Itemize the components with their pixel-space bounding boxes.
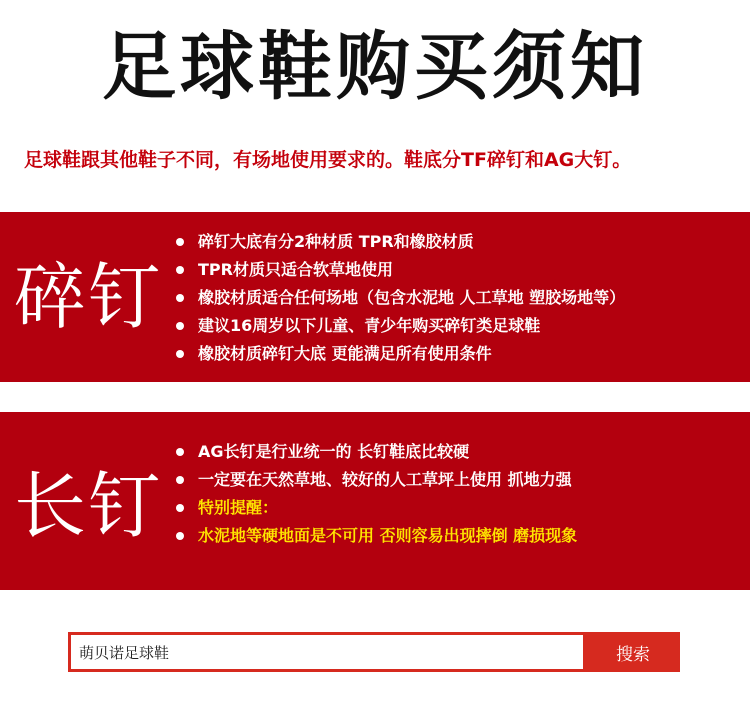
warning-heading: 特别提醒： [176,494,577,522]
search-button[interactable]: 搜索 [586,632,680,672]
bullet-icon [176,448,184,456]
page-title: 足球鞋购买须知 [102,24,648,110]
bullet-icon [176,504,184,512]
bullet-icon [176,266,184,274]
search-bar [68,632,680,672]
long-studs-list [176,438,577,550]
intro-text: 足球鞋跟其他鞋子不同，有场地使用要求的。鞋底分TF碎钉和AG大钉。 [24,149,632,171]
warning-item: 水泥地等硬地面是不可用 否则容易出现摔倒 磨损现象 [176,522,577,550]
list-item: 建议16周岁以下儿童、青少年购买碎钉类足球鞋 [176,312,625,340]
search-input[interactable] [71,635,583,669]
list-item: AG长钉是行业统一的 长钉鞋底比较硬 [176,438,577,466]
list-item: 碎钉大底有分2种材质 TPR和橡胶材质 [176,228,625,256]
panel-label-short-studs: 碎钉 [14,255,163,339]
panel-long-studs [0,412,750,590]
bullet-icon [176,350,184,358]
list-item: 橡胶材质适合任何场地（包含水泥地 人工草地 塑胶场地等） [176,284,625,312]
bullet-icon [176,532,184,540]
panel-short-studs [0,212,750,382]
list-item: 一定要在天然草地、较好的人工草坪上使用 抓地力强 [176,466,577,494]
bullet-icon [176,238,184,246]
panel-label-long-studs: 长钉 [14,464,163,548]
list-item: 橡胶材质碎钉大底 更能满足所有使用条件 [176,340,625,368]
bullet-icon [176,294,184,302]
list-item: TPR材质只适合软草地使用 [176,256,625,284]
bullet-icon [176,476,184,484]
short-studs-list [176,228,625,368]
bullet-icon [176,322,184,330]
